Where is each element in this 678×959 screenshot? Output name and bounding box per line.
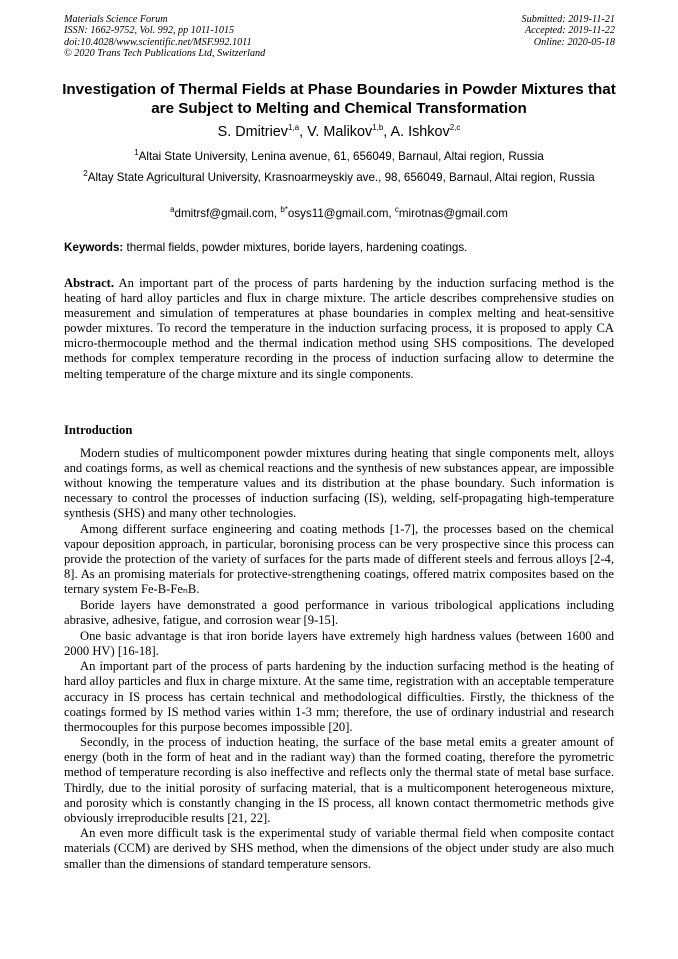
author-sup: 1,a: [287, 123, 300, 133]
date-online: Online: 2020-05-18: [533, 36, 615, 48]
email-link[interactable]: osys11@gmail.com: [287, 207, 389, 220]
email-link[interactable]: mirotnas@gmail.com: [398, 207, 508, 220]
publication-dates: [522, 14, 615, 48]
paragraph: Modern studies of multicomponent powder mixtures during heating that single components melt, alloys and coatings forms, as well as chemical reactions and the synthesis of new substances appear, are impossible without knowing the temperature values and its distribution at the phase boundary. Such information is necessary to control the processes of induction surfacing (IS), welding, self-propagating high-temperature synthesis (SHS) and many other technologies.: [64, 446, 614, 521]
affiliation-sup: 2: [83, 169, 88, 179]
keywords-text: thermal fields, powder mixtures, boride layers, hardening coatings.: [123, 241, 468, 254]
affiliation-text: Altay State Agricultural University, Krasnoarmeyskiy ave., 98, 656049, Barnaul, Altai region, Russia: [87, 171, 595, 184]
introduction-body: [64, 446, 614, 872]
journal-issn: ISSN: 1662-9752, Vol. 992, pp 1011-1015: [64, 25, 235, 37]
date-accepted: Accepted: 2019-11-22: [524, 25, 615, 37]
paragraph: Boride layers have demonstrated a good performance in various tribological applications including abrasive, adhesive, fatigue, and corrosion wear [9-15].: [64, 597, 614, 628]
author-list: S. Dmitriev$^{1,a}$, V. Malikov$^{1,b}$, A. Ishkov$^{2,c}$: [217, 123, 461, 140]
keywords-label: Keywords:: [64, 241, 124, 254]
section-heading-introduction: Introduction: [64, 423, 133, 437]
paragraph: Among different surface engineering and coating methods [1-7], the processes based on the chemical vapour deposition approach, in particular, boronising process can be very prospective since this process can provide the protection of the variety of surfaces for the parts made of different steels and ferrous alloys [2-4, 8]. As an promising materials for protective-strengthening coatings, offered matrix composites based on the ternary system Fe-B-FeₙB.: [64, 521, 614, 597]
author-emails: $^a$dmitrsf@gmail.com, $^{b*}$osys11@gmail.com, $^c$mirotnas@gmail.com: [170, 205, 508, 220]
author-name: A. Ishkov: [390, 124, 450, 140]
affiliation-1: [64, 148, 614, 165]
paragraph: One basic advantage is that iron boride layers have extremely high hardness values (between 1600 and 2000 HV) [16-18].: [64, 628, 614, 658]
abstract-text: An important part of the process of parts hardening by the induction surfacing method is the heating of hard alloy particles and flux in charge mixture. The article describes comprehensive studies on measurement and simulation of temperatures at phase boundaries in complex melting and heat-sensitive powder mixtures. To record the temperature in the induction surfacing process, it is proposed to apply CA micro-thermocouple method and the thermal indication method using SHS compositions. The developed methods for complex temperature recording in the process of induction surfacing allow to determine the melting temperature of the charge mixture and its single components.: [64, 276, 614, 381]
paper-title: Investigation of Thermal Fields at Phase Boundaries in Powder Mixtures that are Subject to Melting and Chemical Transformation: [62, 81, 616, 117]
abstract-label: Abstract.: [64, 276, 115, 290]
email-link[interactable]: dmitrsf@gmail.com: [174, 207, 274, 220]
journal-name: Materials Science Forum: [64, 14, 168, 25]
affiliation-2: [64, 169, 614, 186]
author-name: S. Dmitriev: [217, 124, 288, 140]
journal-copyright: © 2020 Trans Tech Publications Ltd, Switzerland: [64, 48, 266, 60]
email-sup: c: [394, 205, 399, 215]
author-sup: 2,c: [449, 123, 461, 133]
paragraph: An important part of the process of parts hardening by the induction surfacing method is the heating of hard alloy particles and flux in charge mixture. At the same time, registration with an acceptable temperature accuracy in IS process has certain technical and methodological difficulties. Firstly, the thickness of the coatings formed by IS method varies within 1-3 mm; therefore, the use of ordinary industrial and research thermocouples for this purpose becomes impossible [20].: [64, 659, 614, 734]
paragraph: An even more difficult task is the experimental study of variable thermal field when composite contact materials (CCM) are derived by SHS method, when the dimensions of the object under study are also much smaller than the dimensions of standard temperature sensors.: [64, 826, 614, 871]
paragraph: Secondly, in the process of induction heating, the surface of the base metal emits a greater amount of energy (both in the form of heat and in the radiant way) than the formed coating, therefore the pyrometric method of temperature recording is also ineffective and reflects only the thermal state of metal base surface. Thirdly, due to the initial porosity of surfacing material, that is a multicomponent heterogeneous mixture, and porosity which is constantly changing in the IS process, all known contact thermometric methods give obviously irreproducible results [21, 22].: [64, 735, 614, 825]
author-name: V. Malikov: [307, 124, 373, 140]
journal-doi: doi:10.4028/www.scientific.net/MSF.992.1011: [64, 36, 252, 48]
abstract: [64, 276, 614, 382]
date-submitted: Submitted: 2019-11-21: [521, 14, 615, 25]
author-sup: 1,b: [372, 123, 384, 133]
affiliation-text: Altai State University, Lenina avenue, 61, 656049, Barnaul, Altai region, Russia: [138, 150, 544, 163]
keywords: [64, 240, 614, 256]
email-sup: a: [170, 205, 175, 215]
email-sup: b*: [280, 205, 288, 215]
affiliation-sup: 1: [134, 148, 139, 158]
journal-info: [64, 14, 265, 60]
